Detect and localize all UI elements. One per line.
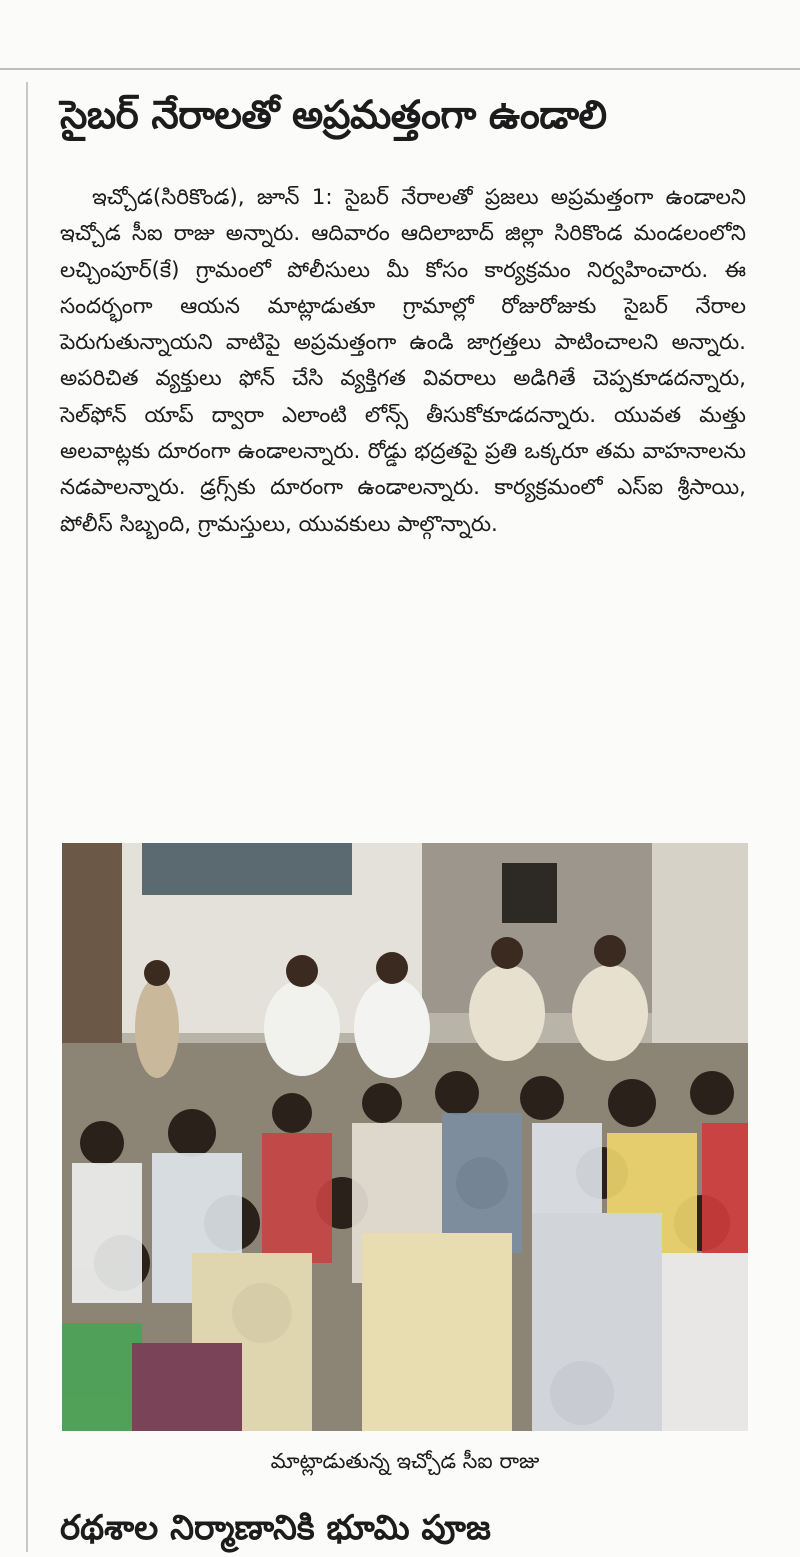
article-body: ఇచ్చోడ(సిరికొండ), జూన్ 1: సైబర్ నేరాలతో ప్రజలు అప్రమత్తంగా ఉండాలని ఇచ్చోడ సీఐ రాజు అన్నారు. ఆదివారం ఆదిలాబాద్ జిల్లా సిరికొండ మండలంలోని లచ్చింపూర్(కే) గ్రామంలో పోలీసులు మీ కోసం కార్యక్రమం నిర్వహించారు. ఈ సందర్భంగా ఆయన మాట్లాడుతూ గ్రామాల్లో రోజురోజుకు సైబర్ నేరాల పెరుగుతున్నాయని వాటిపై అప్రమత్తంగా ఉండి జాగ్రత్తలు పాటించాలని అన్నారు. అపరిచిత వ్యక్తులు ఫోన్ చేసి వ్యక్తిగత వివరాలు అడిగితే చెప్పకూడదన్నారు, సెల్‌ఫోన్ యాప్ ద్వారా ఎలాంటి లోన్స్ తీసుకోకూడదన్నారు. యువత మత్తు అలవాట్లకు దూరంగా ఉండాలన్నారు. రోడ్డు భద్రతపై ప్రతి ఒక్కరూ తమ వాహనాలను నడపాలన్నారు. డ్రగ్స్‌కు దూరంగా ఉండాలన్నారు. కార్యక్రమంలో ఎస్ఐ శ్రీసాయి, పోలీస్ సిబ్బంది, గ్రామస్తులు, యువకులు పాల్గొన్నారు. bbox=[60, 185, 746, 537]
article-headline: సైబర్ నేరాలతో అప్రమత్తంగా ఉండాలి bbox=[60, 93, 607, 138]
photo-caption: మాట్లాడుతున్న ఇచ్చోడ సీఐ రాజు bbox=[270, 1449, 540, 1473]
column-rule bbox=[26, 82, 28, 1552]
police-meeting-photo bbox=[62, 843, 748, 1431]
article-photo bbox=[62, 843, 748, 1431]
top-rule bbox=[0, 68, 800, 70]
next-article-headline: రథశాల నిర్మాణానికి భూమి పూజ bbox=[60, 1508, 491, 1548]
